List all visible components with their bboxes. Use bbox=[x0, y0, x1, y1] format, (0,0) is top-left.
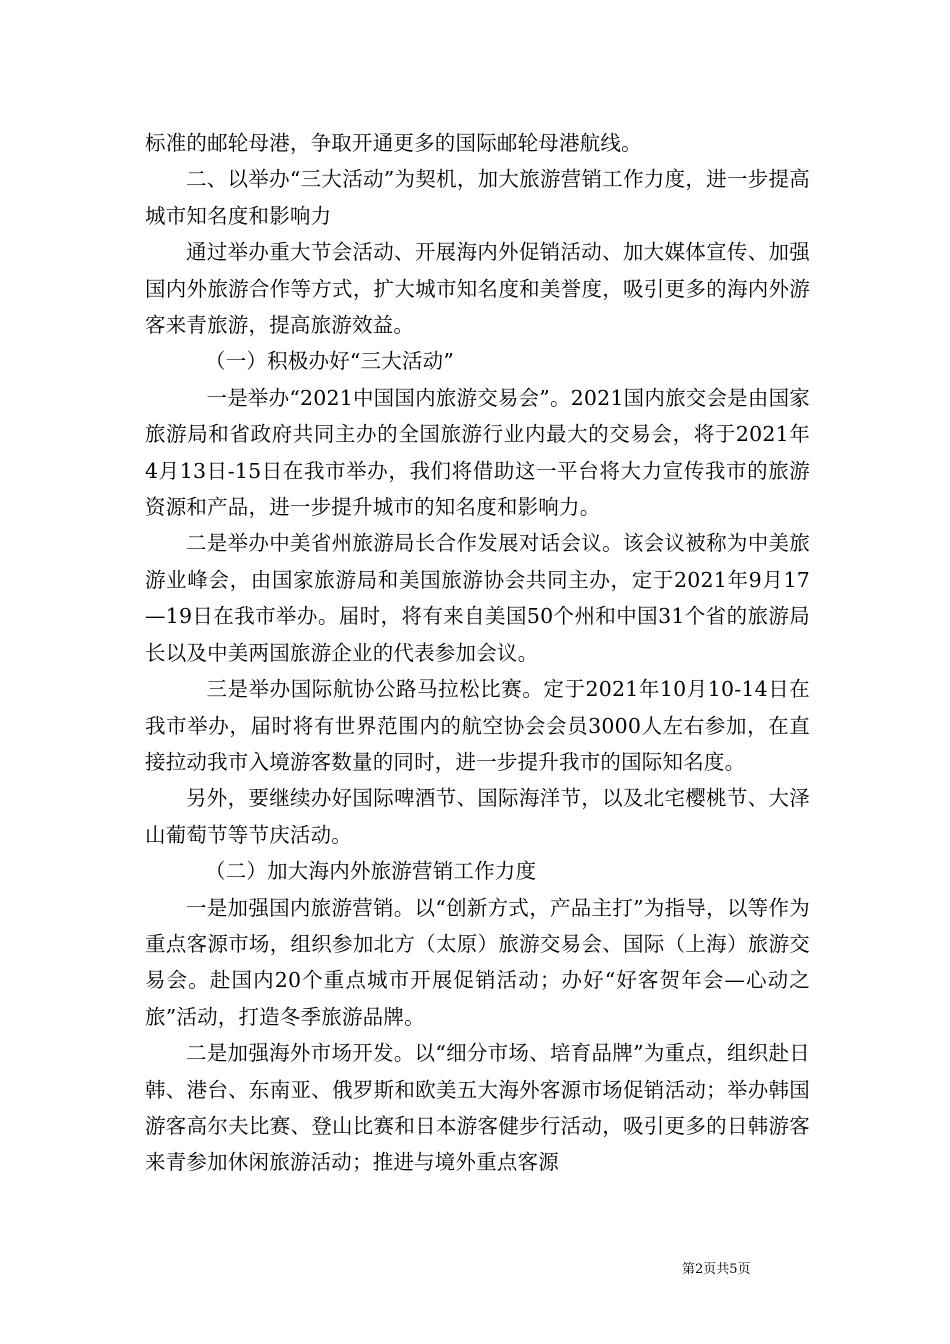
page-number-footer: 第2页共5页 bbox=[682, 1262, 751, 1277]
subsection-heading-2: （二）加大海内外旅游营销工作力度 bbox=[205, 859, 537, 884]
document-body bbox=[145, 125, 810, 1181]
paragraph-1: 标准的邮轮母港，争取开通更多的国际邮轮母港航线。 bbox=[145, 131, 642, 155]
paragraph-3: 通过举办重大节会活动、开展海内外促销活动、加大媒体宣传、加强国内外旅游合作等方式，扩大城市知名度和美誉度，吸引更多的海内外游客来青旅游，提高旅游效益。 bbox=[145, 240, 810, 338]
paragraph-11: 二是加强海外市场开发。以“细分市场、培育品牌”为重点，组织赴日韩、港台、东南亚、俄罗斯和欧美五大海外客源市场促销活动；举办韩国游客高尔夫比赛、登山比赛和日本游客健步行活动，吸引更多的日韩游客来青参加休闲旅游活动；推进与境外重点客源 bbox=[145, 1041, 810, 1175]
section-heading-2: 二、以举办“三大活动”为契机，加大旅游营销工作力度，进一步提高城市知名度和影响力 bbox=[145, 167, 810, 228]
paragraph-5: 一是举办“2021中国国内旅游交易会”。2021国内旅交会是由国家旅游局和省政府共同主办的全国旅游行业内最大的交易会，将于2021年4月13日-15日在我市举办，我们将借助这一平台将大力宣传我市的旅游资源和产品，进一步提升城市的知名度和影响力。 bbox=[145, 385, 810, 520]
paragraph-8: 另外，要继续办好国际啤酒节、国际海洋节，以及北宅樱桃节、大泽山葡萄节等节庆活动。 bbox=[145, 786, 810, 847]
paragraph-10: 一是加强国内旅游营销。以“创新方式，产品主打”为指导，以等作为重点客源市场，组织参加北方（太原）旅游交易会、国际（上海）旅游交易会。赴国内20个重点城市开展促销活动；办好“好客贺年会—心动之旅”活动，打造冬季旅游品牌。 bbox=[145, 895, 810, 1029]
subsection-heading-1: （一）积极办好“三大活动” bbox=[205, 349, 455, 374]
paragraph-6: 二是举办中美省州旅游局长合作发展对话会议。该会议被称为中美旅游业峰会，由国家旅游局和美国旅游协会共同主办，定于2021年9月17—19日在我市举办。届时，将有来自美国50个州和中国31个省的旅游局长以及中美两国旅游企业的代表参加会议。 bbox=[145, 531, 810, 665]
paragraph-7: 三是举办国际航协公路马拉松比赛。定于2021年10月10-14日在我市举办，届时将有世界范围内的航空协会会员3000人左右参加，在直接拉动我市入境游客数量的同时，进一步提升我市的国际知名度。 bbox=[145, 677, 810, 774]
